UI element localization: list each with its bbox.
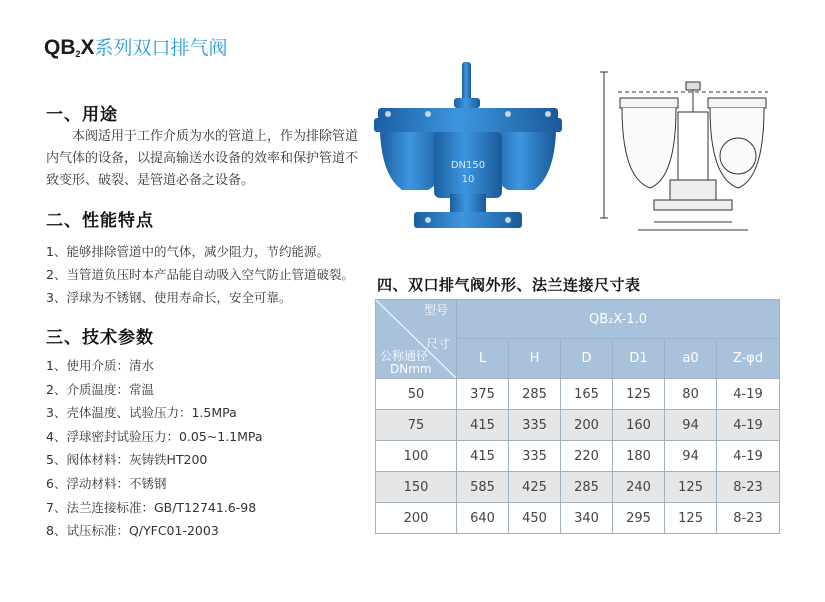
- param-item: 7、法兰连接标准：GB/T12741.6-98: [46, 499, 257, 515]
- table-cell: 640: [457, 503, 509, 534]
- table-row: [376, 379, 780, 410]
- table-cell: 200: [376, 503, 457, 534]
- table-cell: 4-19: [717, 441, 780, 472]
- product-name: 系列双口排气阀: [94, 37, 228, 59]
- page-title: [44, 34, 228, 67]
- use-text: 本阀适用于工作介质为水的管道上，作为排除管道内气体的设备，以提高输送水设备的效率和保护管道不致变形、破裂、是管道必备之设备。: [46, 129, 359, 188]
- table-cell: 295: [613, 503, 665, 534]
- dimension-table: [375, 299, 780, 534]
- table-cell: 220: [561, 441, 613, 472]
- table-cell: 200: [561, 410, 613, 441]
- valve-photo: [358, 58, 578, 248]
- feature-item: 3、浮球为不锈钢、使用寿命长，安全可靠。: [46, 290, 292, 305]
- param-item: 3、壳体温度、试验压力：1.5MPa: [46, 405, 237, 421]
- table-cell: 450: [509, 503, 561, 534]
- section-heading-use: 一、用途: [46, 105, 118, 125]
- table-cell: 100: [376, 441, 457, 472]
- corner-size-label: 尺寸: [425, 337, 450, 351]
- param-item: 4、浮球密封试验压力：0.05~1.1MPa: [46, 428, 263, 444]
- table-cell: 375: [457, 379, 509, 410]
- valve-size-label: DN150: [450, 160, 486, 171]
- table-cell: 415: [457, 441, 509, 472]
- table-cell: 50: [376, 379, 457, 410]
- table-cell: 585: [457, 472, 509, 503]
- table-cell: 335: [509, 441, 561, 472]
- table-cell: 75: [376, 410, 457, 441]
- table-cell: 160: [613, 410, 665, 441]
- table-cell: 285: [561, 472, 613, 503]
- corner-dn-label: 公称通径: [380, 349, 429, 363]
- table-cell: 425: [509, 472, 561, 503]
- column-header: Z-φd: [717, 339, 780, 379]
- table-cell: 415: [457, 410, 509, 441]
- feature-item: 1、能够排除管道中的气体，减少阻力，节约能源。: [46, 244, 329, 259]
- table-cell: 125: [665, 472, 717, 503]
- table-cell: 125: [665, 503, 717, 534]
- model-code: $QB_2X$: [44, 36, 95, 59]
- table-cell: 8-23: [717, 503, 780, 534]
- column-header: a0: [665, 339, 717, 379]
- column-header: H: [509, 339, 561, 379]
- table-cell: 80: [665, 379, 717, 410]
- table-cell: 165: [561, 379, 613, 410]
- table-cell: 4-19: [717, 410, 780, 441]
- table-row: [376, 410, 780, 441]
- table-cell: 150: [376, 472, 457, 503]
- param-item: 2、介质温度：常温: [46, 381, 154, 397]
- section-heading-features: 二、性能特点: [46, 211, 154, 231]
- column-header: L: [457, 339, 509, 379]
- param-item: 6、浮动材料：不锈钢: [46, 475, 167, 491]
- param-item: 8、试压标准：Q/YFC01-2003: [46, 523, 219, 539]
- corner-type-label: 型号: [423, 303, 448, 317]
- use-description: [46, 126, 366, 192]
- table-cell: 4-19: [717, 379, 780, 410]
- table-title: 四、双口排气阀外形、法兰连接尺寸表: [377, 276, 641, 294]
- table-cell: 240: [613, 472, 665, 503]
- section-heading-params: 三、技术参数: [46, 328, 154, 348]
- table-row: [376, 472, 780, 503]
- corner-dn-unit: DNmm: [390, 362, 432, 376]
- valve-pressure-label: 10: [461, 174, 475, 185]
- column-header: D: [561, 339, 613, 379]
- table-row: [376, 503, 780, 534]
- table-corner-header: [376, 300, 457, 379]
- table-row: [376, 441, 780, 472]
- table-cell: 125: [613, 379, 665, 410]
- table-cell: 94: [665, 441, 717, 472]
- table-cell: 335: [509, 410, 561, 441]
- feature-item: 2、当管道负压时本产品能自动吸入空气防止管道破裂。: [46, 267, 354, 282]
- table-cell: 8-23: [717, 472, 780, 503]
- table-cell: 340: [561, 503, 613, 534]
- column-header: D1: [613, 339, 665, 379]
- valve-section-drawing: [598, 68, 788, 238]
- params-list: [46, 354, 263, 543]
- table-cell: 285: [509, 379, 561, 410]
- features-list: [46, 240, 354, 309]
- param-item: 1、使用介质：清水: [46, 358, 154, 373]
- param-item: 5、阀体材料：灰铸铁HT200: [46, 452, 208, 468]
- table-cell: 180: [613, 441, 665, 472]
- table-cell: 94: [665, 410, 717, 441]
- model-header: QB₂X-1.0: [457, 300, 780, 339]
